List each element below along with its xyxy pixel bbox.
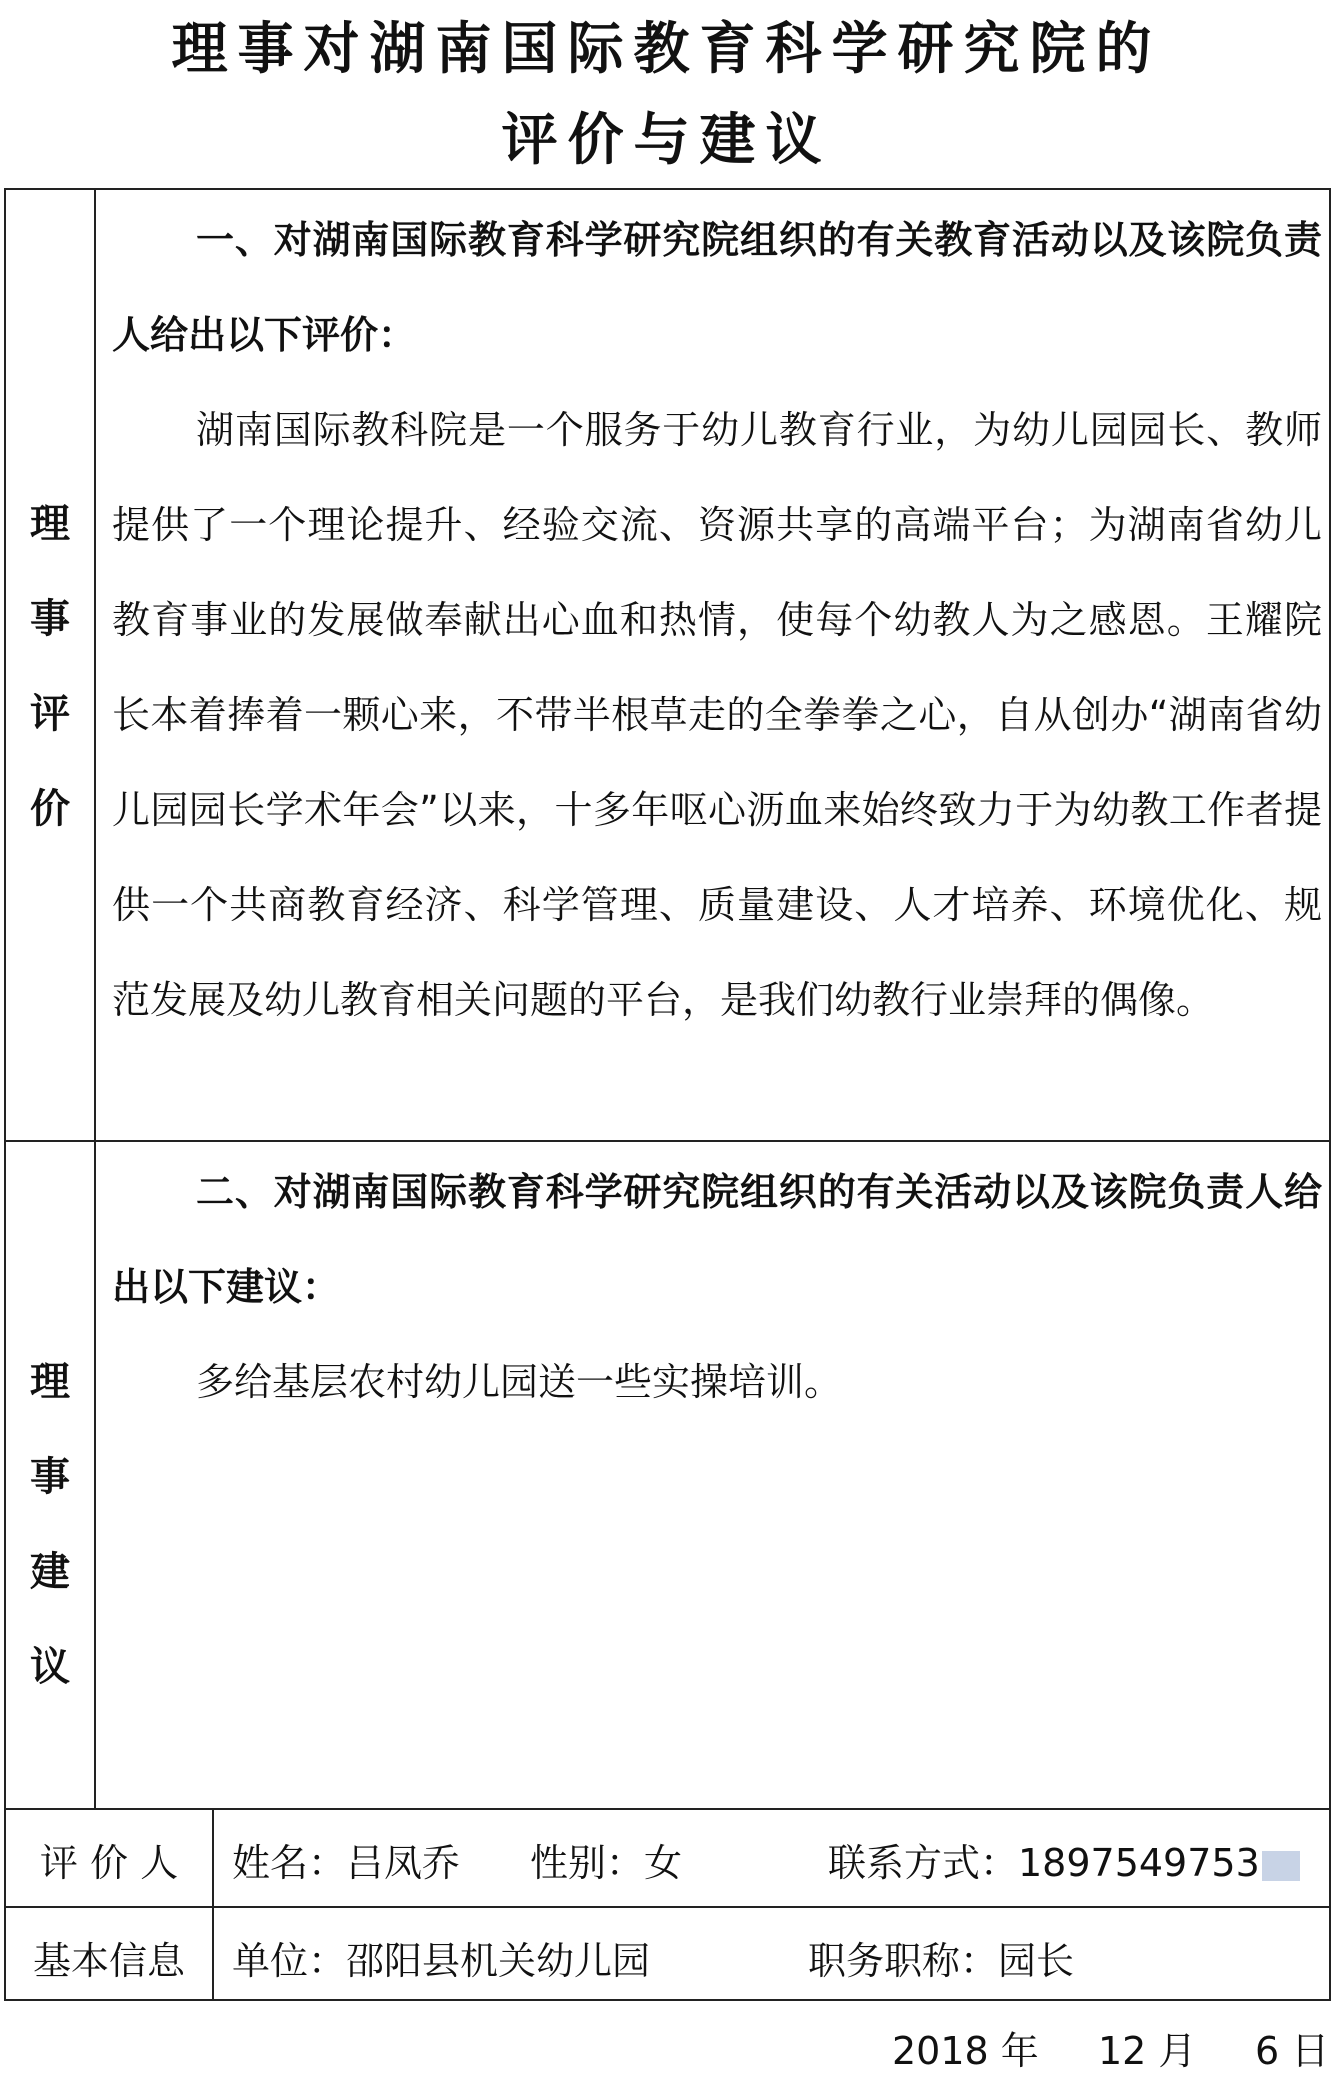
info-column-divider <box>212 1808 214 2001</box>
evaluation-body: 湖南国际教科院是一个服务于幼儿教育行业，为幼儿园园长、教师提供了一个理论提升、经验交流、资源共享的高端平台；为湖南省幼儿教育事业的发展做奉献出心血和热情，使每个幼教人为之感恩。王耀院长本着捧着一颗心来，不带半根草走的全拳拳之心，自从创办“湖南省幼儿园园长学术年会”以来，十多年呕心沥血来始终致力于为幼教工作者提供一个共商教育经济、科学管理、质量建设、人才培养、环境优化、规范发展及幼儿教育相关问题的平台，是我们幼教行业崇拜的偶像。 <box>112 408 1322 1022</box>
evaluator-contact-row <box>828 1832 1300 1887</box>
evaluator-name: 姓名：吕凤乔 <box>232 1841 461 1885</box>
table-row-divider <box>4 1140 1331 1142</box>
suggestion-side-char: 建 <box>30 1549 70 1595</box>
suggestion-side-char: 事 <box>30 1454 70 1500</box>
evaluation-content <box>112 193 1322 1048</box>
suggestion-content <box>112 1145 1322 1430</box>
date-month: 12 月 <box>1098 2029 1197 2073</box>
evaluator-contact: 联系方式：1897549753 <box>828 1841 1260 1885</box>
evaluator-position: 职务职称：园长 <box>808 1939 1075 1983</box>
evaluation-side-char: 评 <box>30 691 70 737</box>
suggestion-side-label <box>6 1335 94 1715</box>
suggestion-body: 多给基层农村幼儿园送一些实操培训。 <box>196 1360 843 1404</box>
document-title-line-1: 理事对湖南国际教育科学研究院的 <box>171 16 1162 82</box>
table-row-divider <box>4 1906 1331 1908</box>
evaluation-side-label <box>6 477 94 857</box>
document-title-line-2: 评价与建议 <box>501 107 832 173</box>
suggestion-side-char: 理 <box>30 1359 70 1405</box>
evaluation-side-char: 理 <box>30 501 70 547</box>
redaction-mark <box>1262 1851 1300 1881</box>
evaluator-gender: 性别：女 <box>530 1841 683 1885</box>
date-day: 6 日 <box>1255 2029 1330 2073</box>
table-column-divider <box>94 188 96 1810</box>
evaluator-label-line-2: 基本信息 <box>32 1939 185 1983</box>
date-year: 2018 年 <box>892 2029 1039 2073</box>
evaluation-side-char: 价 <box>30 786 70 832</box>
suggestion-heading: 二、对湖南国际教育科学研究院组织的有关活动以及该院负责人给出以下建议： <box>112 1170 1322 1309</box>
evaluation-side-char: 事 <box>30 596 70 642</box>
evaluator-label-line-1: 评 价 人 <box>39 1841 179 1885</box>
table-row-divider <box>4 1808 1331 1810</box>
evaluator-unit: 单位：邵阳县机关幼儿园 <box>232 1939 651 1983</box>
evaluation-heading: 一、对湖南国际教育科学研究院组织的有关教育活动以及该院负责人给出以下评价： <box>112 218 1322 357</box>
suggestion-side-char: 议 <box>30 1644 70 1690</box>
